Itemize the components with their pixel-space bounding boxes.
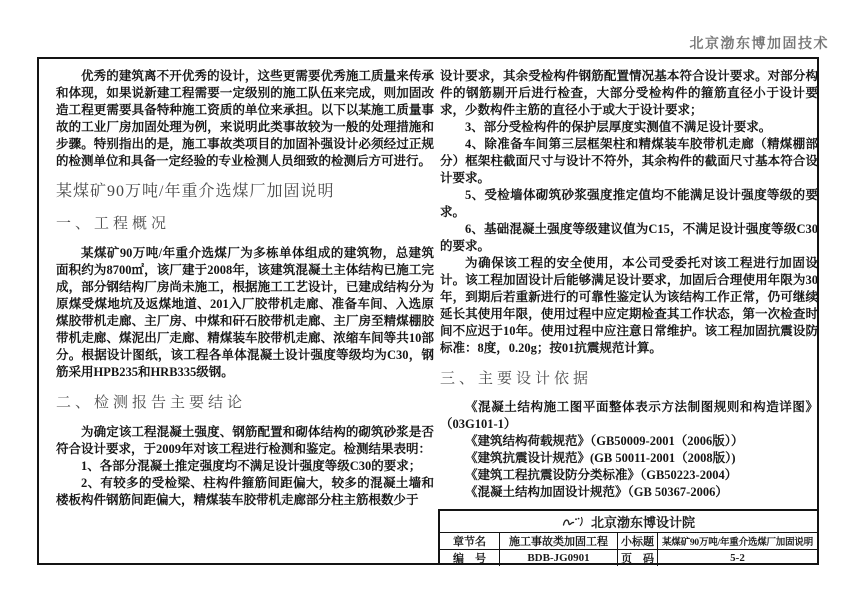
finding-item-2-continued: 设计要求，其余受检构件钢筋配置情况基本符合设计要求。对部分构件的钢筋剔开后进行检查，大部分受检构件的箍筋直径小于设计要求，少数构件主筋的直径小于或大于设计要求； <box>440 69 818 117</box>
page-number-value: 5-2 <box>730 552 745 564</box>
closing-paragraph: 为确保该工程的安全使用，本公司受委托对该工程进行加固设计。该工程加固设计后能够满足设计要求，加固后合理使用年限为30年，到期后若重新进行的可靠性鉴定认为该结构工作正常，仍可继续延长其使用年限，使用过程中应定期检查其工作状态，第一次检查时间不应迟于10年。使用过程中应注意日常维护。该工程加固抗震设防标准：8度，0.20g；按01抗震规范计算。 <box>440 256 818 355</box>
finding-item-3: 3、部分受检构件的保护层厚度实测值不满足设计要求。 <box>465 120 772 134</box>
chapter-label: 章节名 <box>440 533 500 549</box>
design-basis-list <box>440 399 818 501</box>
drawing-title-block <box>438 509 819 565</box>
finding-item-2: 2、有较多的受检梁、柱构件箍筋间距偏大，较多的混凝土墙和楼板构件钢筋间距偏大，精煤装车胶带机走廊部分柱主筋根数少于 <box>56 476 434 507</box>
finding-item-6: 6、基础混凝土强度等级建议值为C15，不满足设计强度等级C30的要求。 <box>440 222 818 253</box>
finding-item-1: 1、各部分混凝土推定强度均不满足设计强度等级C30的要求； <box>81 459 422 473</box>
reference-item: 《建筑结构荷载规范》（GB50009-2001（2006版）） <box>465 434 744 448</box>
section-3-heading: 三、主要设计依据 <box>440 371 593 387</box>
header-brand-text: 北京渤东博加固技术 <box>689 37 829 52</box>
document-title: 某煤矿90万吨/年重介选煤厂加固说明 <box>56 183 335 200</box>
section-1-paragraph: 某煤矿90万吨/年重介选煤厂为多栋单体组成的建筑物，总建筑面积约为8700㎡，该厂建于2008年，该建筑混凝土主体结构已施工完成，部分钢结构厂房尚未施工，根据施工工艺设计，已建成结构分为原煤受煤地坑及返煤地道、201入厂胶带机走廊、准备车间、入选原煤胶带机走廊、主厂房、中煤和矸石胶带机走廊、主厂房至精煤棚胶带机走廊、煤泥出厂走廊、精煤装车胶带机走廊、浓缩车间等共10部分。根据设计图纸，该工程各单体混凝土设计强度等级均为C30，钢筋采用HPB235和HRB335级钢。 <box>56 246 434 379</box>
page-border-frame <box>37 57 819 565</box>
left-text-column <box>56 68 434 509</box>
reference-item: 《建筑工程抗震设防分类标准》（GB50223-2004） <box>465 468 738 482</box>
section-1-heading: 一、工程概况 <box>56 216 171 232</box>
design-institute-logo-icon <box>562 516 584 528</box>
section-2-heading: 二、检测报告主要结论 <box>56 395 247 411</box>
finding-item-4: 4、除准备车间第三层框架柱和精煤装车胶带机走廊（精煤棚部分）框架柱截面尺寸与设计不符外，其余构件的截面尺寸基本符合设计要求。 <box>440 137 818 185</box>
finding-item-5: 5、受检墙体砌筑砂浆强度推定值均不能满足设计强度等级的要求。 <box>440 188 818 219</box>
intro-paragraph: 优秀的建筑离不开优秀的设计，这些更需要优秀施工质量来传承和体现，如果说新建工程需要一定级别的施工队伍来完成，则加固改造工程更需要具备特种施工资质的单位来承担。以下以某施工质量事故的工业厂房加固处理为例，来说明此类事故较为一般的处理措施和步骤。特别指出的是，施工事故类项目的加固补强设计必须经过正规的检测单位和具备一定经验的专业检测人员细致的检测后方可进行。 <box>56 69 434 168</box>
reference-item: 《混凝土结构施工图平面整体表示方法制图规则和构造详图》（03G101-1） <box>440 400 818 431</box>
title-block-row-chapter <box>440 532 817 549</box>
number-value: BDB-JG0901 <box>500 550 618 566</box>
subtitle-label: 小标题 <box>618 533 658 549</box>
chapter-value: 施工事故类加固工程 <box>500 533 618 549</box>
number-label: 编 号 <box>440 550 500 566</box>
section-2-paragraph: 为确定该工程混凝土强度、钢筋配置和砌体结构的砌筑砂浆是否符合设计要求，于2009年对该工程进行检测和鉴定。检测结果表明： <box>56 425 434 456</box>
title-block-company-name: 北京渤东博设计院 <box>590 515 695 530</box>
page-number-label: 页 码 <box>618 550 658 566</box>
reference-item: 《混凝土结构加固设计规范》（GB 50367-2006） <box>465 485 728 499</box>
title-block-row-number <box>440 549 817 566</box>
reference-item: 《建筑抗震设计规范》(GB 50011-2001（2008版）) <box>465 451 736 465</box>
title-block-company-row <box>440 511 817 532</box>
subtitle-value: 某煤矿90万吨/年重介选煤厂加固说明 <box>661 538 814 548</box>
right-text-column <box>440 68 818 501</box>
